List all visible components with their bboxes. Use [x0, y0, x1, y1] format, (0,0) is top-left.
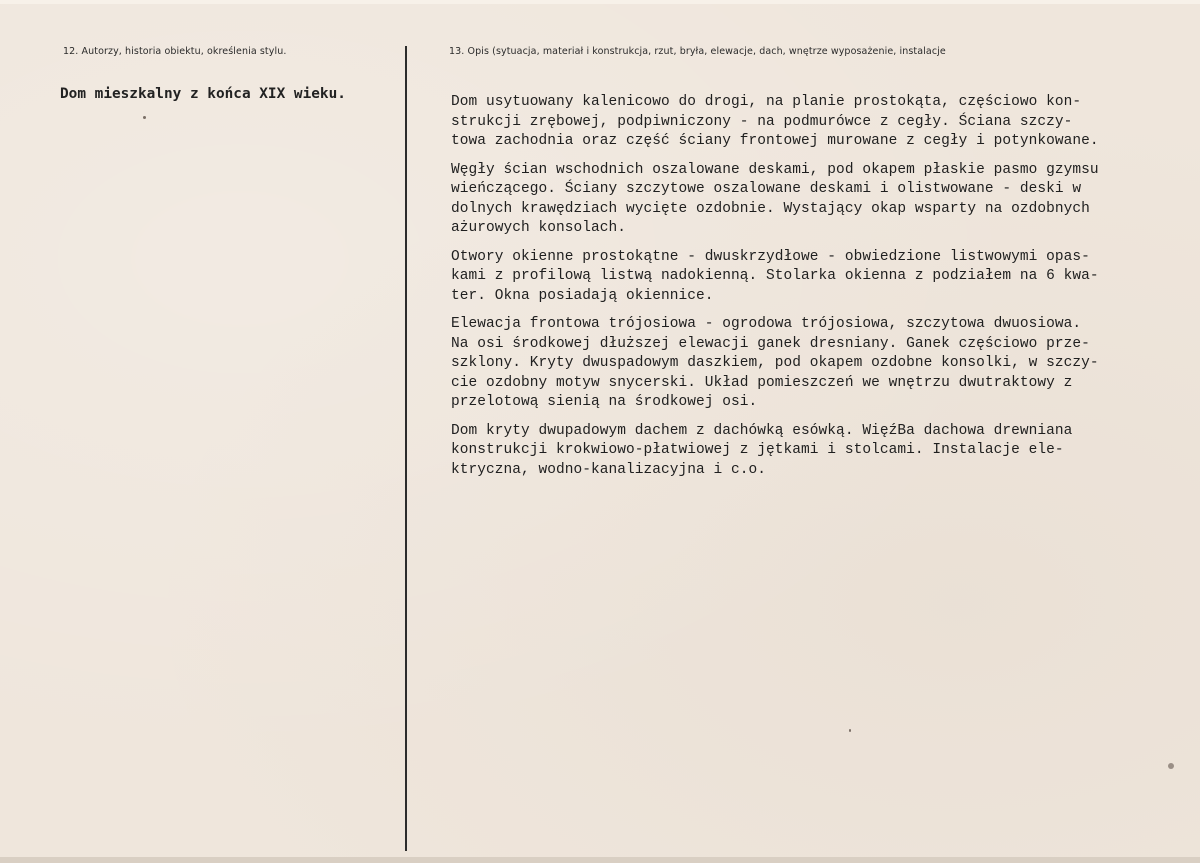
description-line: Elewacja frontowa trójosiowa - ogrodowa trójosiowa, szczytowa dwuosiowa.: [451, 316, 1082, 332]
column-divider: [405, 46, 407, 851]
description-line: strukcji zrębowej, podpiwniczony - na podmurówce z cegły. Ściana szczy-: [451, 113, 1073, 130]
description-line: konstrukcji krokwiowo-płatwiowej z jętkami i stolcami. Instalacje ele-: [451, 442, 1064, 458]
description-line: ażurowych konsolach.: [451, 220, 627, 236]
description-line: Dom kryty dwupadowym dachem z dachówką esówką. WięźBa dachowa drewniana: [451, 422, 1073, 439]
paper-top-edge: [0, 0, 1200, 4]
description-line: ter. Okna posiadają okiennice.: [451, 287, 714, 304]
description-paragraph: [451, 422, 1186, 481]
field-13-label: 13. Opis (sytuacja, materiał i konstrukcja, rzut, bryła, elewacje, dach, wnętrze wyposażenie, instalacje: [449, 46, 946, 57]
paper-bottom-edge: [0, 857, 1200, 863]
description-line: przelotową sienią na środkowej osi.: [451, 394, 758, 410]
description-line: Otwory okienne prostokątne - dwuskrzydłowe - obwiedzione listwowymi opas-: [451, 248, 1090, 265]
field-12-typed-text: Dom mieszkalny z końca XIX wieku.: [60, 86, 346, 102]
paper-speck: [849, 729, 851, 732]
description-line: ktryczna, wodno-kanalizacyjna i c.o.: [451, 461, 767, 478]
description-line: dolnych krawędziach wycięte ozdobnie. Wystający okap wsparty na ozdobnych: [451, 200, 1090, 217]
description-line: towa zachodnia oraz część ściany frontowej murowane z cegły i potynkowane.: [451, 133, 1099, 149]
description-paragraph: [451, 93, 1186, 152]
description-line: Węgły ścian wschodnich oszalowane deskami, pod okapem płaskie pasmo gzymsu: [451, 161, 1099, 178]
description-line: cie ozdobny motyw snycerski. Układ pomieszczeń we wnętrzu dwutraktowy z: [451, 374, 1073, 391]
description-line: Na osi środkowej dłuższej elewacji ganek dresniany. Ganek częściowo prze-: [451, 335, 1090, 352]
description-paragraph: [451, 161, 1186, 239]
description-line: Dom usytuowany kalenicowo do drogi, na planie prostokąta, częściowo kon-: [451, 94, 1082, 110]
paper-speck: [1168, 763, 1174, 769]
paper-speck: [143, 116, 146, 119]
description-paragraph: [451, 315, 1186, 413]
description-line: wieńczącego. Ściany szczytowe oszalowane deskami i olistwowane - deski w: [451, 181, 1082, 197]
description-paragraph: [451, 248, 1186, 307]
description-line: szklony. Kryty dwuspadowym daszkiem, pod okapem ozdobne konsolki, w szczy-: [451, 355, 1099, 371]
field-12-label: 12. Autorzy, historia obiektu, określenia stylu.: [63, 46, 287, 57]
description-line: kami z profilową listwą nadokienną. Stolarka okienna z podziałem na 6 kwa-: [451, 268, 1099, 284]
field-13-description: [451, 93, 1186, 489]
